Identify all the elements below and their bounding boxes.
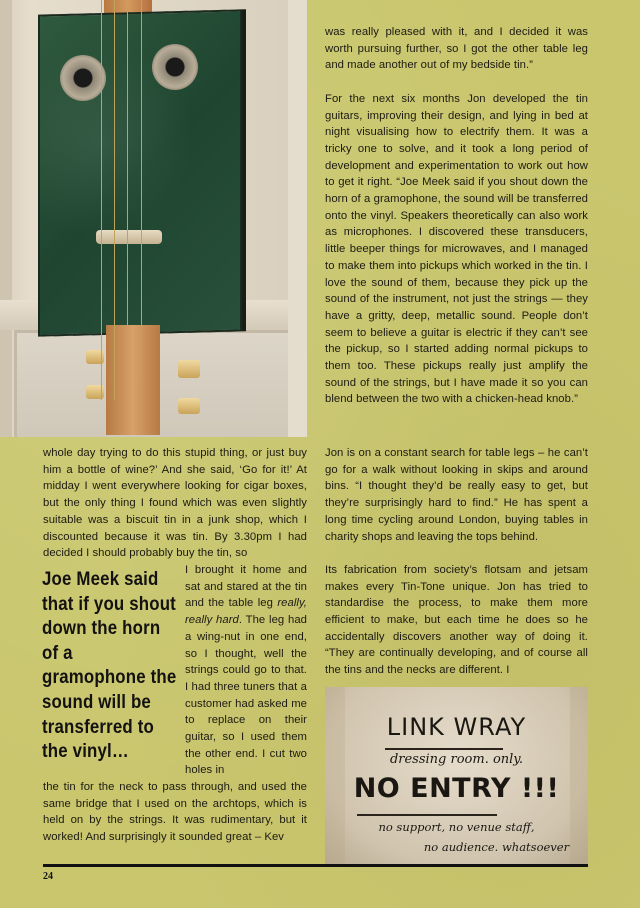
- guitar-string: [127, 0, 128, 400]
- door-frame-right: [288, 0, 307, 437]
- tuner-peg: [178, 360, 200, 378]
- link-wray-sign-photo: [325, 687, 588, 865]
- sign-line-title: LINK WRAY: [386, 713, 527, 741]
- tuner-peg: [178, 398, 200, 414]
- footer-rule: [43, 864, 588, 867]
- sign-underline: [357, 814, 497, 816]
- sound-hole-flange-right: [152, 44, 198, 90]
- guitar-bridge: [96, 230, 162, 244]
- paragraph: whole day trying to do this stupid thing, or just buy him a bottle of wine?’ And she said, ‘Go for it!’ At midday I went everywhere looking for cigar boxes, but the only thing I found which was even slightly suitable was a biscuit tin in a junk shop, which I discounted because it was tin. By 3.30pm I had decided I should probably buy the tin, so: [43, 447, 307, 560]
- paragraph: was really pleased with it, and I decided it was worth pursuing further, so I got the other table leg and made another out of my bedside tin.”: [325, 26, 588, 72]
- sign-line-detail: no support, no venue staff,: [378, 820, 535, 834]
- guitar-string: [101, 0, 102, 400]
- door-panel: [14, 330, 307, 437]
- paragraph: Its fabrication from society’s flotsam and jetsam makes every Tin-Tone unique. Jon has tried to standardise the process, to make them more efficient to make, but each time he does so he accidentally discovers another way of doing it. “They are continually developing, and of course all the tins and the necks are different. I: [325, 563, 588, 677]
- sign-underline: [385, 748, 503, 750]
- right-column-bottom: [325, 445, 588, 679]
- page-number: 24: [43, 871, 53, 882]
- left-column-outro: [43, 779, 307, 846]
- paragraph: For the next six months Jon developed the tin guitars, improving their design, and lying in bed at night visualising how to electrify them. It was a tricky one to solve, and it took a long period of development and experimentation to work out how to get it right. “Joe Meek said if you shout down the horn of a gramophone, the sound will be transferred onto the vinyl. Speakers theoretically can also work as microphones. I discovered these transducers, little beeper things for microwaves, and I managed to make them into pickups which worked in the tin. I love the sound of them, because they pick up the sound of the instrument, not just the strings — they have a gritty, deep, metallic sound. People don’t seem to believe a guitar is electric if they can’t see the pickup, so I started adding normal pickups to them too. These pickups really just amplify the sound of the strings, but I have made it so you can blend between the two with a chicken-head knob.”: [325, 92, 588, 406]
- text-run: I brought it home and sat and stared at the tin and the table leg: [185, 564, 307, 610]
- guitar-string: [141, 0, 142, 380]
- text-run: . The leg had a wing-nut in one end, so I thought, well the strings could go to that. I had three tuners that a customer had asked me to replace on their guitar, so I used them the other end. I cut two holes in: [185, 614, 307, 777]
- left-column-beside-quote: [185, 562, 307, 779]
- right-column-top: [325, 24, 588, 408]
- sign-line-warning: NO ENTRY !!!: [353, 773, 560, 804]
- sign-line-detail: no audience. whatsoever: [423, 840, 570, 854]
- door-frame: [0, 0, 12, 437]
- sign-line-subtitle: dressing room. only.: [389, 752, 524, 767]
- paragraph: Jon is on a constant search for table legs – he can’t go for a walk without looking in skips and around bins. “I thought they’d be really easy to get, but they’re surprisingly hard to find.” He has spent a long time cycling around London, buying tables in charity shops and leaving the tops behind.: [325, 447, 588, 543]
- tin-guitar-photo: [0, 0, 307, 437]
- left-column-intro: [43, 445, 307, 562]
- paragraph: the tin for the neck to pass through, and used the same bridge that I used on the archtops, which is held on by the strings. It was rudimentary, but it worked! And surprisingly it sounded great – Kev: [43, 781, 307, 844]
- emphasis-text: really, really hard: [185, 597, 307, 627]
- pull-quote: Joe Meek said that if you shout down the horn of a gramophone the sound will be transferred to the vinyl…: [42, 568, 177, 763]
- sound-hole-flange-left: [60, 55, 106, 101]
- guitar-string: [114, 0, 115, 400]
- paragraph: [185, 562, 307, 779]
